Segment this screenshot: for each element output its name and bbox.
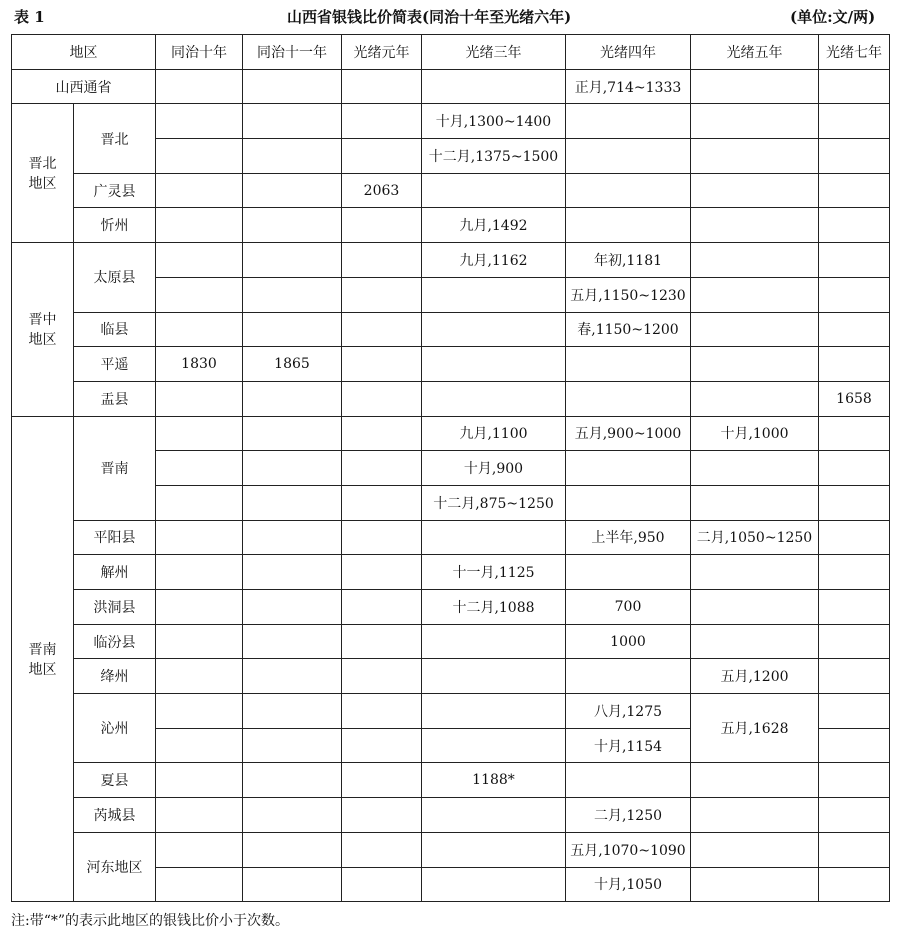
data-cell <box>422 624 566 659</box>
data-cell <box>156 590 243 625</box>
data-cell <box>819 173 890 208</box>
place-name-cell: 广灵县 <box>74 173 156 208</box>
data-cell <box>342 590 422 625</box>
data-cell <box>422 798 566 833</box>
data-cell <box>342 347 422 382</box>
section-name-line: 晋中 <box>28 312 57 329</box>
place-name-cell: 太原县 <box>74 243 156 312</box>
data-cell <box>691 867 819 902</box>
table-row <box>12 832 890 867</box>
data-cell: 年初,1181 <box>566 243 691 278</box>
data-cell <box>243 798 342 833</box>
data-cell <box>819 485 890 520</box>
data-cell <box>156 451 243 486</box>
data-cell <box>156 694 243 729</box>
data-cell: 九月,1100 <box>422 416 566 451</box>
data-cell <box>156 659 243 694</box>
data-cell: 700 <box>566 590 691 625</box>
data-cell: 十二月,1088 <box>422 590 566 625</box>
section-name-line: 地区 <box>28 176 57 193</box>
data-cell: 上半年,950 <box>566 520 691 555</box>
year-header-cell: 光绪元年 <box>342 35 422 70</box>
data-cell <box>342 381 422 416</box>
year-header-cell: 光绪五年 <box>691 35 819 70</box>
data-cell: 十月,900 <box>422 451 566 486</box>
data-cell <box>819 69 890 104</box>
data-cell <box>243 555 342 590</box>
data-cell <box>156 277 243 312</box>
data-cell <box>422 312 566 347</box>
place-name-cell: 夏县 <box>74 763 156 798</box>
data-cell <box>243 832 342 867</box>
data-cell <box>819 139 890 174</box>
section-name-line: 地区 <box>28 661 57 678</box>
section-name-cell <box>12 416 74 902</box>
data-cell <box>342 485 422 520</box>
data-cell <box>156 485 243 520</box>
data-cell <box>342 312 422 347</box>
table-number: 表 1 <box>14 8 45 26</box>
data-cell <box>156 69 243 104</box>
place-name-cell: 忻州 <box>74 208 156 243</box>
data-cell <box>156 173 243 208</box>
data-cell <box>819 347 890 382</box>
data-cell: 十一月,1125 <box>422 555 566 590</box>
exchange-rate-table <box>11 34 890 902</box>
data-cell: 十月,1300~1400 <box>422 104 566 139</box>
data-cell <box>156 867 243 902</box>
data-cell <box>243 243 342 278</box>
data-cell <box>819 798 890 833</box>
data-cell: 二月,1250 <box>566 798 691 833</box>
data-cell <box>691 173 819 208</box>
data-cell: 十月,1050 <box>566 867 691 902</box>
data-cell <box>819 312 890 347</box>
data-cell <box>422 347 566 382</box>
data-cell <box>819 277 890 312</box>
data-cell <box>691 381 819 416</box>
place-name-cell: 芮城县 <box>74 798 156 833</box>
data-cell <box>819 208 890 243</box>
place-name-cell: 晋南 <box>74 416 156 520</box>
data-cell <box>243 451 342 486</box>
table-row <box>12 243 890 278</box>
data-cell <box>243 139 342 174</box>
data-cell <box>819 728 890 763</box>
data-cell <box>422 694 566 729</box>
data-cell: 十二月,875~1250 <box>422 485 566 520</box>
data-cell <box>819 624 890 659</box>
place-name-cell: 平阳县 <box>74 520 156 555</box>
data-cell: 五月,1150~1230 <box>566 277 691 312</box>
data-cell <box>156 624 243 659</box>
data-cell <box>342 520 422 555</box>
data-cell <box>691 832 819 867</box>
data-cell: 五月,900~1000 <box>566 416 691 451</box>
data-cell: 春,1150~1200 <box>566 312 691 347</box>
data-cell <box>422 277 566 312</box>
data-cell <box>422 173 566 208</box>
data-cell <box>156 139 243 174</box>
table-row <box>12 381 890 416</box>
data-cell <box>566 104 691 139</box>
data-cell <box>566 659 691 694</box>
data-cell <box>342 139 422 174</box>
data-cell <box>342 867 422 902</box>
table-row <box>12 520 890 555</box>
data-cell <box>156 832 243 867</box>
data-cell <box>566 347 691 382</box>
table-row <box>12 555 890 590</box>
table-row <box>12 763 890 798</box>
data-cell <box>243 694 342 729</box>
data-cell <box>243 659 342 694</box>
data-cell: 五月,1628 <box>691 694 819 763</box>
data-cell <box>566 451 691 486</box>
data-cell <box>243 763 342 798</box>
data-cell <box>691 139 819 174</box>
data-cell <box>691 451 819 486</box>
place-name-cell: 解州 <box>74 555 156 590</box>
section-name-line: 晋南 <box>28 641 57 658</box>
table-row <box>12 659 890 694</box>
data-cell <box>243 173 342 208</box>
place-name-cell: 河东地区 <box>74 832 156 901</box>
section-name-line: 晋北 <box>28 156 57 173</box>
place-name-cell: 绛州 <box>74 659 156 694</box>
table-row <box>12 590 890 625</box>
data-cell <box>342 277 422 312</box>
data-cell <box>156 312 243 347</box>
data-cell <box>243 416 342 451</box>
section-name-cell <box>12 243 74 416</box>
data-cell <box>156 728 243 763</box>
data-cell: 二月,1050~1250 <box>691 520 819 555</box>
data-cell <box>156 555 243 590</box>
data-cell <box>422 832 566 867</box>
table-row <box>12 694 890 729</box>
data-cell <box>566 139 691 174</box>
header-row <box>12 35 890 70</box>
data-cell <box>566 555 691 590</box>
table-row <box>12 208 890 243</box>
data-cell: 十月,1000 <box>691 416 819 451</box>
data-cell: 五月,1070~1090 <box>566 832 691 867</box>
data-cell <box>422 381 566 416</box>
data-cell <box>342 798 422 833</box>
year-header-cell: 光绪四年 <box>566 35 691 70</box>
data-cell <box>156 243 243 278</box>
data-cell <box>566 485 691 520</box>
data-cell <box>342 659 422 694</box>
data-cell <box>691 277 819 312</box>
footnote: 注:带“*”的表示此地区的银钱比价小于次数。 <box>11 913 290 929</box>
table-row <box>12 347 890 382</box>
data-cell <box>691 763 819 798</box>
table-row <box>12 104 890 139</box>
data-cell <box>566 763 691 798</box>
data-cell <box>819 832 890 867</box>
section-name-line: 地区 <box>28 332 57 349</box>
data-cell <box>156 798 243 833</box>
data-cell: 八月,1275 <box>566 694 691 729</box>
data-cell <box>342 416 422 451</box>
data-cell <box>422 728 566 763</box>
place-name-cell: 临县 <box>74 312 156 347</box>
header <box>0 6 900 30</box>
data-cell: 1000 <box>566 624 691 659</box>
data-cell <box>566 173 691 208</box>
data-cell <box>156 208 243 243</box>
data-cell <box>422 867 566 902</box>
data-cell <box>243 485 342 520</box>
data-cell <box>819 867 890 902</box>
data-cell <box>342 451 422 486</box>
data-cell <box>691 590 819 625</box>
table-title: 山西省银钱比价简表(同治十年至光绪六年) <box>287 8 572 26</box>
data-cell: 1865 <box>243 347 342 382</box>
place-name-cell: 盂县 <box>74 381 156 416</box>
data-cell <box>156 104 243 139</box>
place-name-cell: 洪洞县 <box>74 590 156 625</box>
data-cell <box>691 69 819 104</box>
year-header-cell: 同治十年 <box>156 35 243 70</box>
data-cell <box>342 624 422 659</box>
data-cell <box>342 104 422 139</box>
data-cell <box>243 277 342 312</box>
place-name-cell: 临汾县 <box>74 624 156 659</box>
data-cell: 1830 <box>156 347 243 382</box>
region-header-cell: 地区 <box>12 35 156 70</box>
data-cell <box>342 208 422 243</box>
data-cell <box>342 728 422 763</box>
data-cell <box>156 520 243 555</box>
data-cell <box>819 659 890 694</box>
data-cell <box>243 728 342 763</box>
data-cell <box>819 416 890 451</box>
data-cell <box>156 381 243 416</box>
data-cell <box>819 555 890 590</box>
place-name-cell: 沁州 <box>74 694 156 763</box>
data-cell <box>819 590 890 625</box>
place-name-cell: 平遥 <box>74 347 156 382</box>
year-header-cell: 同治十一年 <box>243 35 342 70</box>
table-row <box>12 416 890 451</box>
data-cell: 五月,1200 <box>691 659 819 694</box>
data-cell <box>691 243 819 278</box>
data-cell <box>691 555 819 590</box>
data-cell: 十二月,1375~1500 <box>422 139 566 174</box>
data-cell <box>243 69 342 104</box>
data-cell: 1188* <box>422 763 566 798</box>
table-row <box>12 69 890 104</box>
data-cell <box>243 520 342 555</box>
data-cell <box>342 694 422 729</box>
data-cell <box>156 763 243 798</box>
data-cell <box>691 485 819 520</box>
year-header-cell: 光绪七年 <box>819 35 890 70</box>
data-cell <box>243 590 342 625</box>
data-cell <box>819 451 890 486</box>
data-cell <box>566 381 691 416</box>
data-cell <box>691 624 819 659</box>
data-cell: 十月,1154 <box>566 728 691 763</box>
data-cell <box>342 69 422 104</box>
data-cell <box>156 416 243 451</box>
data-cell <box>422 69 566 104</box>
data-cell <box>691 104 819 139</box>
table-row <box>12 624 890 659</box>
table-row <box>12 312 890 347</box>
data-cell <box>243 381 342 416</box>
data-cell <box>243 867 342 902</box>
data-cell <box>691 208 819 243</box>
data-cell: 1658 <box>819 381 890 416</box>
data-cell <box>691 312 819 347</box>
table-row <box>12 173 890 208</box>
section-name-cell <box>12 104 74 243</box>
data-cell <box>342 243 422 278</box>
table-row <box>12 798 890 833</box>
data-cell <box>691 347 819 382</box>
year-header-cell: 光绪三年 <box>422 35 566 70</box>
province-cell: 山西通省 <box>12 69 156 104</box>
data-cell <box>243 104 342 139</box>
data-cell <box>422 659 566 694</box>
data-cell <box>422 520 566 555</box>
data-cell <box>243 624 342 659</box>
data-cell: 九月,1492 <box>422 208 566 243</box>
data-cell <box>243 312 342 347</box>
data-cell <box>819 104 890 139</box>
data-cell <box>819 243 890 278</box>
unit-label: (单位:文/两) <box>790 8 876 26</box>
place-name-cell: 晋北 <box>74 104 156 173</box>
data-cell <box>342 832 422 867</box>
data-cell <box>566 208 691 243</box>
data-cell <box>819 520 890 555</box>
data-cell <box>819 763 890 798</box>
data-cell <box>243 208 342 243</box>
data-cell <box>691 798 819 833</box>
data-cell <box>819 694 890 729</box>
data-cell: 2063 <box>342 173 422 208</box>
data-cell <box>342 555 422 590</box>
data-cell <box>342 763 422 798</box>
data-cell: 九月,1162 <box>422 243 566 278</box>
data-cell: 正月,714~1333 <box>566 69 691 104</box>
